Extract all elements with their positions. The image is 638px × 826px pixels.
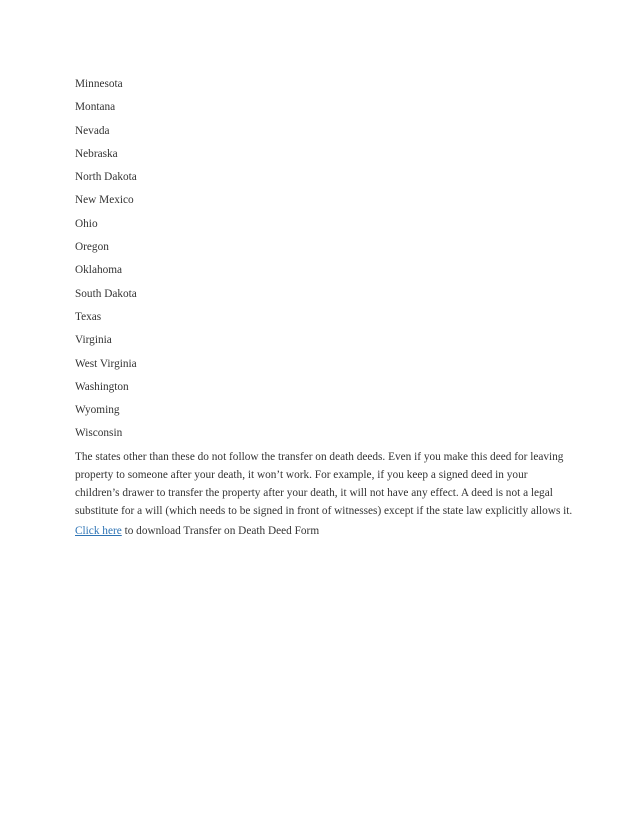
download-line <box>75 522 573 540</box>
state-list <box>75 73 573 446</box>
state-item: Oregon <box>75 241 109 254</box>
state-item: West Virginia <box>75 357 137 370</box>
explanation-paragraph: The states other than these do not follow the transfer on death deeds. Even if you make this deed for leaving property to someone after your death, it won’t work. For example, if you keep a signed deed in your children’s drawer to transfer the property after your death, it will not have any effect. A deed is not a legal substitute for a will (which needs to be signed in front of witnesses) except if the state law explicitly allows it. <box>75 450 573 517</box>
state-item: Texas <box>75 310 102 323</box>
state-item: Montana <box>75 101 116 114</box>
state-item: Wyoming <box>75 404 120 417</box>
state-item: North Dakota <box>75 171 137 184</box>
state-item: Nevada <box>75 124 110 137</box>
download-link[interactable]: Click here <box>75 524 122 537</box>
state-item: Washington <box>75 380 129 393</box>
document-body <box>75 73 573 540</box>
state-item: Ohio <box>75 217 98 230</box>
state-item: Oklahoma <box>75 264 123 277</box>
state-item: New Mexico <box>75 194 134 207</box>
download-text: to download Transfer on Death Deed Form <box>121 524 320 537</box>
state-item: Nebraska <box>75 147 118 160</box>
state-item: Minnesota <box>75 78 123 90</box>
state-item: Wisconsin <box>75 427 123 440</box>
state-item: South Dakota <box>75 287 137 300</box>
state-item: Virginia <box>75 334 112 347</box>
